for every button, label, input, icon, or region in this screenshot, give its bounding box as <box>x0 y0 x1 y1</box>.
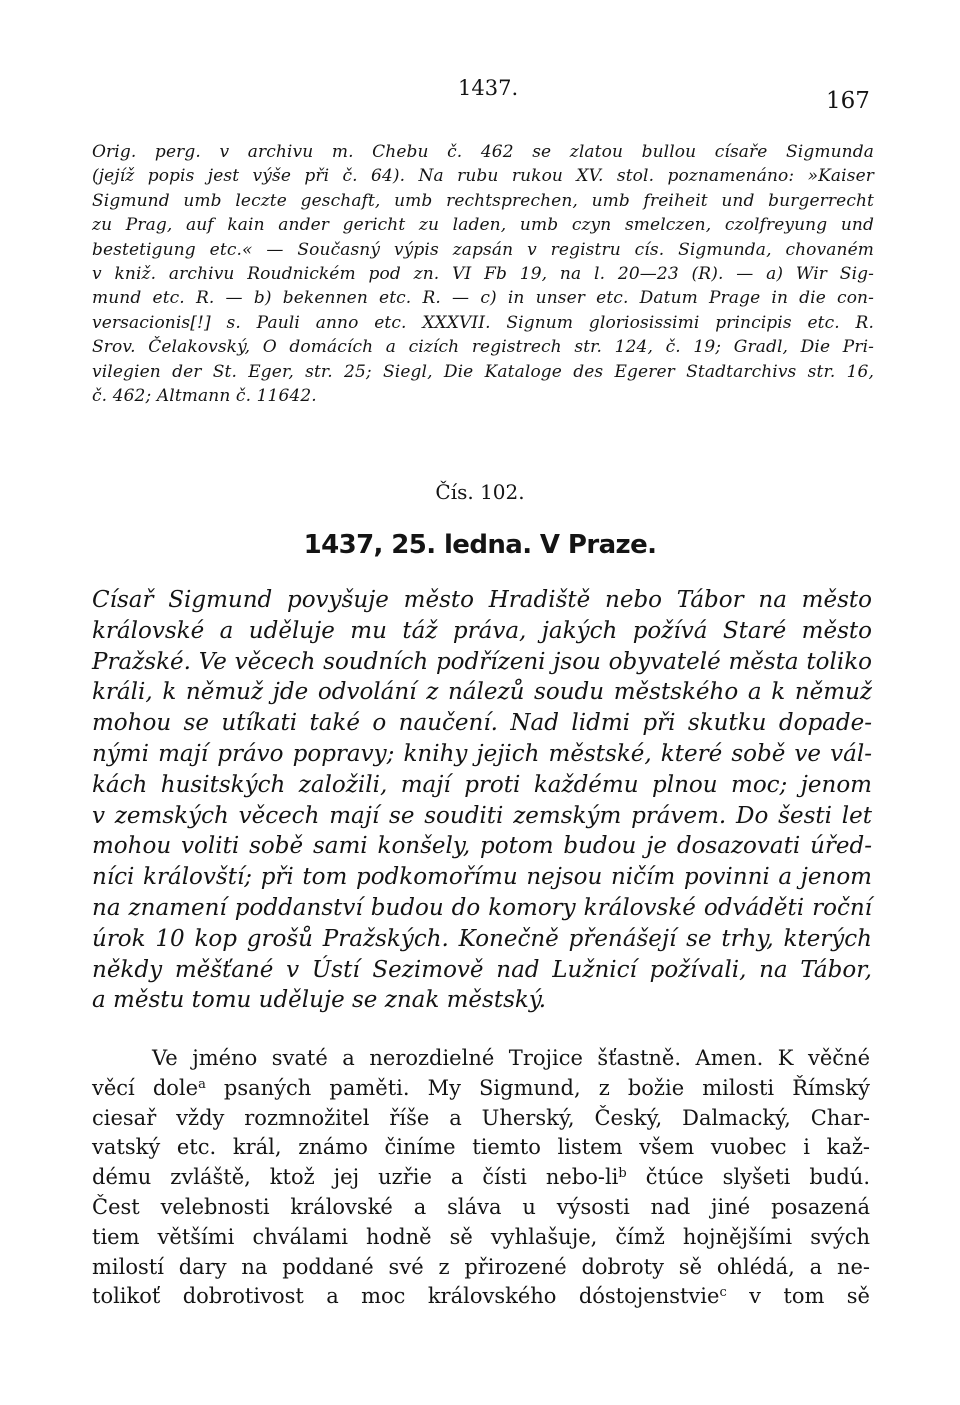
note-line: zu Prag, auf kain ander gericht zu laden, umb czyn smelczen, czolfreyung und <box>92 215 874 236</box>
summary-line: a městu tomu uděluje se znak městský. <box>92 987 547 1014</box>
summary-line: úrok 10 kop grošů Pražských. Konečně přenášejí se trhy, kterých <box>92 925 872 952</box>
document-date: 1437, 25. ledna. V Praze. <box>303 530 657 560</box>
charter-line: Ve jméno svaté a nerozdielné Trojice šťastně. Amen. K věčné <box>152 1046 870 1070</box>
charter-line: Čest velebnosti královské a sláva u výsosti nad jiné posazená <box>92 1194 870 1219</box>
note-line: Orig. perg. v archivu m. Chebu č. 462 se zlatou bullou císaře Sigmunda <box>92 142 874 162</box>
source-note <box>92 140 874 408</box>
note-line: č. 462; Altmann č. 11642. <box>92 385 317 406</box>
charter-line <box>92 1282 870 1312</box>
note-line: v kniž. archivu Roudnickém pod zn. VI Fb 19, na l. 20—23 (R). — a) Wir Sig- <box>92 263 874 284</box>
footnote-marker: c <box>719 1285 727 1301</box>
summary-line: na znamení poddanství budou do komory královské odváděti roční <box>92 894 872 921</box>
summary-line: mohou voliti sobě sami konšely, potom budou je dosazovati úřed- <box>92 833 872 860</box>
charter-text <box>92 1044 870 1312</box>
summary-line: Císař Sigmund povyšuje město Hradiště nebo Tábor na město <box>92 587 872 613</box>
summary-line: níci královští; při tom podkomořímu nejsou ničím povinni a jenom <box>92 864 872 891</box>
note-line: Srov. Čelakovský, O domácích a cizích registrech str. 124, č. 19; Gradl, Die Pri- <box>92 337 874 358</box>
charter-line <box>92 1163 870 1193</box>
running-header-year: 1437. <box>458 76 519 100</box>
summary-line: královské a uděluje mu táž práva, jakých požívá Staré město <box>92 617 872 644</box>
charter-text-segment: v tom sě <box>726 1284 870 1309</box>
summary-line: v zemských věcech mají se souditi zemským právem. Do šesti let <box>92 802 872 829</box>
summary-line: králi, k němuž jde odvolání z nálezů soudu městského a k němuž <box>92 679 872 706</box>
footnote-marker: a <box>198 1076 206 1092</box>
summary-line: nými mají právo popravy; knihy jejich městské, které sobě ve vál- <box>92 740 872 767</box>
note-line: Sigmund umb leczte geschaft, umb rechtsprechen, umb freiheit und burgerrecht <box>92 190 874 211</box>
charter-text-segment: dému zvláště, ktož jej uzřie a čísti nebo-li <box>92 1165 619 1190</box>
charter-text-segment: věcí dole <box>92 1075 199 1100</box>
charter-line: milostí dary na poddané své z přirozené dobroty sě ohlédá, a ne- <box>92 1254 870 1279</box>
summary-line: někdy měšťané v Ústí Sezimově nad Lužnicí požívali, na Tábor, <box>92 956 872 983</box>
charter-line: tiem většími chválami hodně sě vyhlašuje, čímž hojnějšími svých <box>92 1224 870 1249</box>
note-line: bestetigung etc.« — Současný výpis zapsán v registru cís. Sigmunda, chovaném <box>92 239 874 260</box>
document-number: Čís. 102. <box>435 480 525 504</box>
summary-line: kách husitských založili, mají proti každému plnou moc; jenom <box>92 771 872 798</box>
summary-line: Pražské. Ve věcech soudních podřízeni jsou obyvatelé města toliko <box>92 648 872 675</box>
charter-text-segment: čtúce slyšeti budú. <box>626 1165 870 1190</box>
charter-line: ciesař vždy rozmnožitel říše a Uherský, Český, Dalmacký, Char- <box>92 1105 870 1130</box>
note-line: vilegien der St. Eger, str. 25; Siegl, Die Kataloge des Egerer Stadtarchivs str. 16, <box>92 361 874 382</box>
footnote-marker: b <box>618 1166 627 1182</box>
note-line: (jejíž popis jest výše při č. 64). Na rubu rukou XV. stol. poznamenáno: »Kaiser <box>92 166 874 187</box>
note-line: versacionis[!] s. Pauli anno etc. XXXVII. Signum gloriosissimi principis etc. R. <box>92 312 874 333</box>
page-number: 167 <box>826 88 870 114</box>
charter-text-segment: tolikoť dobrotivost a moc královského dóstojenstvie <box>92 1284 720 1309</box>
summary-line: mohou se utíkati také o naučení. Nad lidmi při skutku dopade- <box>92 710 872 737</box>
charter-line: vatský etc. král, známo činíme tiemto listem všem vuobec i kaž- <box>92 1135 870 1160</box>
charter-line <box>92 1074 870 1104</box>
charter-text-segment: psaných paměti. My Sigmund, z božie milosti Římský <box>205 1075 870 1100</box>
note-line: mund etc. R. — b) bekennen etc. R. — c) in unser etc. Datum Prage in die con- <box>92 288 874 309</box>
document-summary <box>92 585 872 1016</box>
